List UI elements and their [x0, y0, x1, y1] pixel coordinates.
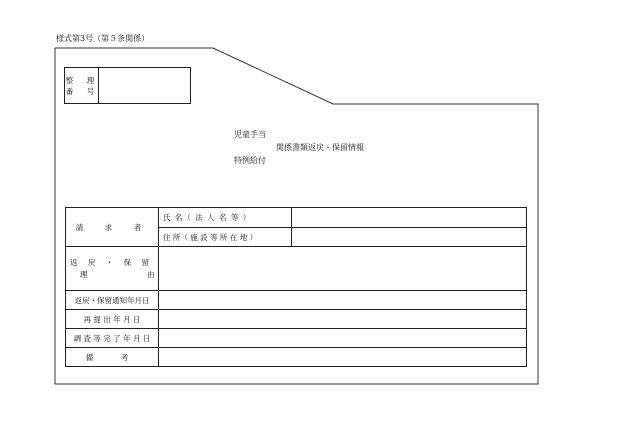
- seiri-bango-field[interactable]: [99, 68, 190, 103]
- jusho-label: 住 所（ 施 設 等 所 在 地 ）: [159, 228, 292, 247]
- riyu-field[interactable]: [159, 247, 527, 291]
- seiri-label-line1: 整 理: [65, 75, 98, 85]
- row-shimei: [66, 208, 527, 228]
- shimei-field[interactable]: [292, 208, 527, 228]
- form-number-label: 様式第3号（第５条関係）: [56, 34, 150, 43]
- seiri-bango-label: [65, 68, 99, 103]
- row-saiteishutsu: [66, 310, 527, 329]
- title-tokurei-kyufu: 特例給付: [234, 156, 266, 165]
- row-biko: [66, 348, 527, 367]
- henrei-riyu-label: [66, 247, 181, 291]
- henrei-label-line2: 理 由: [80, 269, 181, 279]
- biko-label: 備 考: [66, 348, 159, 367]
- biko-field[interactable]: [159, 348, 527, 367]
- row-tsuchi: [66, 291, 527, 310]
- row-riyu: [66, 247, 527, 291]
- seiri-bango-box: [64, 67, 191, 104]
- tsuchi-date-field[interactable]: [159, 291, 527, 310]
- chosa-date-label: 調 査 等 完 了 年 月 日: [66, 329, 159, 348]
- title-jido-teate: 児童手当: [234, 130, 266, 139]
- seiri-label-line2: 番 号: [65, 86, 98, 96]
- row-chosa: [66, 329, 527, 348]
- info-table: [65, 207, 527, 367]
- title-main: 関係書類返戻・保留情報: [276, 143, 364, 152]
- shimei-label: 氏 名（ 法 人 名 等 ）: [159, 208, 292, 228]
- seikyusha-label: 請 求 者: [66, 208, 159, 247]
- chosa-date-field[interactable]: [159, 329, 527, 348]
- jusho-field[interactable]: [292, 228, 527, 247]
- saiteishutsu-date-field[interactable]: [159, 310, 527, 329]
- saiteishutsu-date-label: 再 提 出 年 月 日: [66, 310, 159, 329]
- henrei-label-line1: 返 戻 ・ 保 留: [70, 257, 154, 267]
- tsuchi-date-label: 返戻・保留通知年月日: [66, 291, 159, 310]
